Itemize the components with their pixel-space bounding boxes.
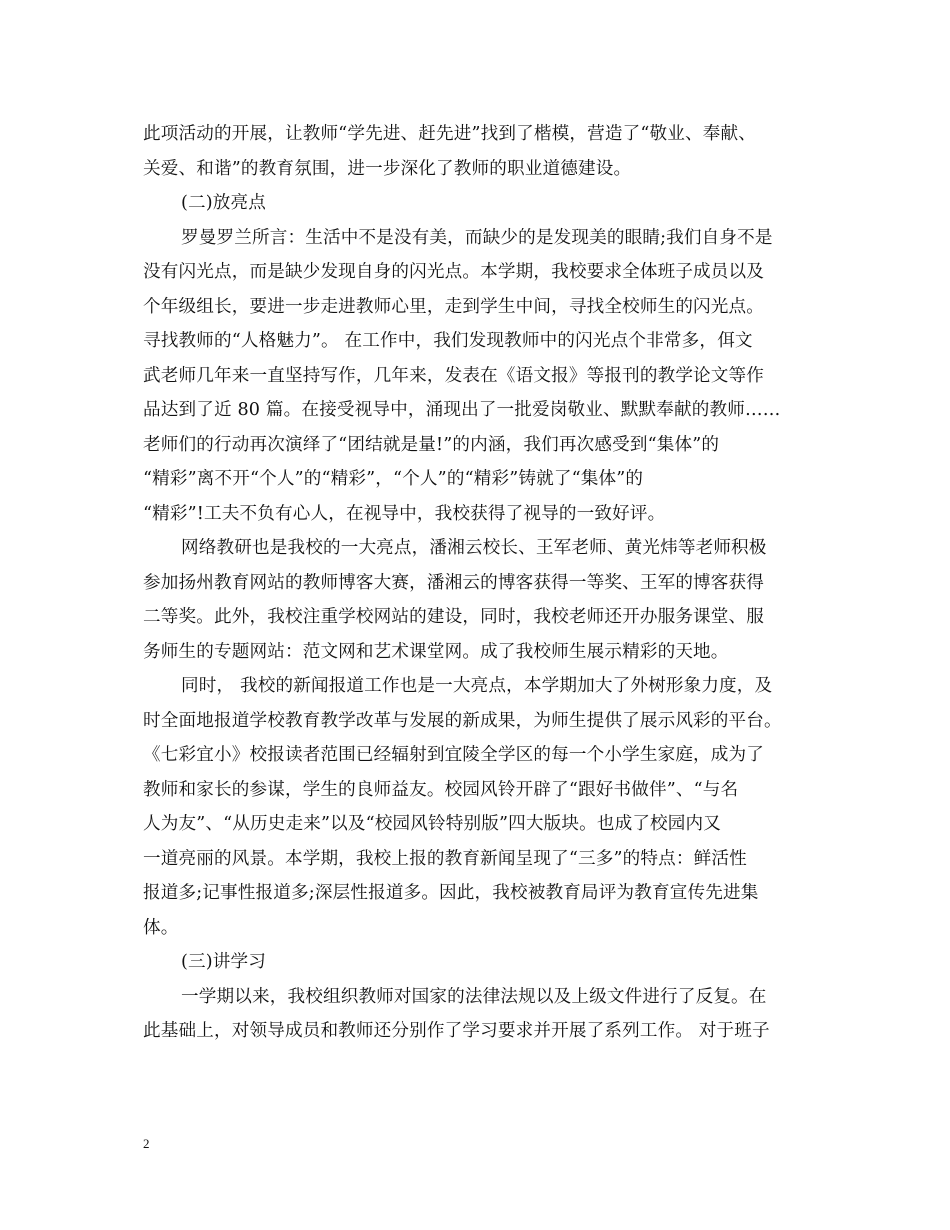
text-line: 报道多;记事性报道多;深层性报道多。因此，我校被教育局评为教育宣传先进集 [143,883,759,903]
text-line: 寻找教师的“人格魅力”。 在工作中，我们发现教师中的闪光点个非常多，佴文 [143,331,753,351]
text-line: 二等奖。此外，我校注重学校网站的建设，同时，我校老师还开办服务课堂、服 [143,607,765,627]
text-line: 体。 [143,917,179,938]
text-line: 一学期以来，我校组织教师对国家的法律法规以及上级文件进行了反复。在 [181,986,767,1007]
text-line: 网络教研也是我校的一大亮点，潘湘云校长、王军老师、黄光炜等老师积极 [181,538,767,558]
text-line: 《七彩宜小》校报读者范围已经辐射到宜陵全学区的每一个小学生家庭，成为了 [143,745,765,765]
text-line: 此基础上，对领导成员和教师还分别作了学习要求并开展了系列工作。 对于班子 [143,1021,770,1041]
text-line: 罗曼罗兰所言：生活中不是没有美，而缺少的是发现美的眼睛;我们自身不是 [181,227,773,248]
text-line: “精彩”!工夫不负有心人，在视导中，我校获得了视导的一致好评。 [143,503,666,524]
body-text [143,117,809,1049]
text-line: 一道亮丽的风景。本学期，我校上报的教育新闻呈现了“三多”的特点：鲜活性 [143,848,747,869]
text-line: 武老师几年来一直坚持写作，几年来，发表在《语文报》等报刊的教学论文等作 [143,365,765,386]
text-line: 此项活动的开展，让教师“学先进、赶先进”找到了楷模，营造了“敬业、奉献、 [143,124,756,144]
text-line: 同时， 我校的新闻报道工作也是一大亮点，本学期加大了外树形象力度，及 [181,676,773,696]
text-line: “精彩”离不开“个人”的“精彩”，“个人”的“精彩”铸就了“集体”的 [143,469,644,489]
text-line: 教师和家长的参谋，学生的良师益友。校园风铃开辟了“跟好书做伴”、“与名 [143,779,739,800]
text-line: 老师们的行动再次演绎了“团结就是量!”的内涵，我们再次感受到“集体”的 [143,434,720,455]
text-line: 参加扬州教育网站的教师博客大赛，潘湘云的博客获得一等奖、王军的博客获得 [143,572,765,593]
text-line: 个年级组长，要进一步走进教师心里，走到学生中间，寻找全校师生的闪光点。 [143,296,765,317]
text-line: 关爱、和谐”的教育氛围，进一步深化了教师的职业道德建设。 [143,158,632,179]
page-number: 2 [143,1136,150,1151]
text-line: 时全面地报道学校教育教学改革与发展的新成果，为师生提供了展示风彩的平台。 [143,710,782,731]
text-line: (三)讲学习 [181,952,267,972]
text-line: 没有闪光点，而是缺少发现自身的闪光点。本学期，我校要求全体班子成员以及 [143,262,765,282]
text-line: 人为友”、“从历史走来”以及“校园风铃特别版”四大版块。也成了校园内又 [143,814,722,834]
text-line: 务师生的专题网站：范文网和艺术课堂网。成了我校师生展示精彩的天地。 [143,641,729,662]
text-line: (二)放亮点 [181,193,267,213]
text-line: 品达到了近 80 篇。在接受视导中，涌现出了一批爱岗敬业、默默奉献的教师…… [143,400,781,420]
